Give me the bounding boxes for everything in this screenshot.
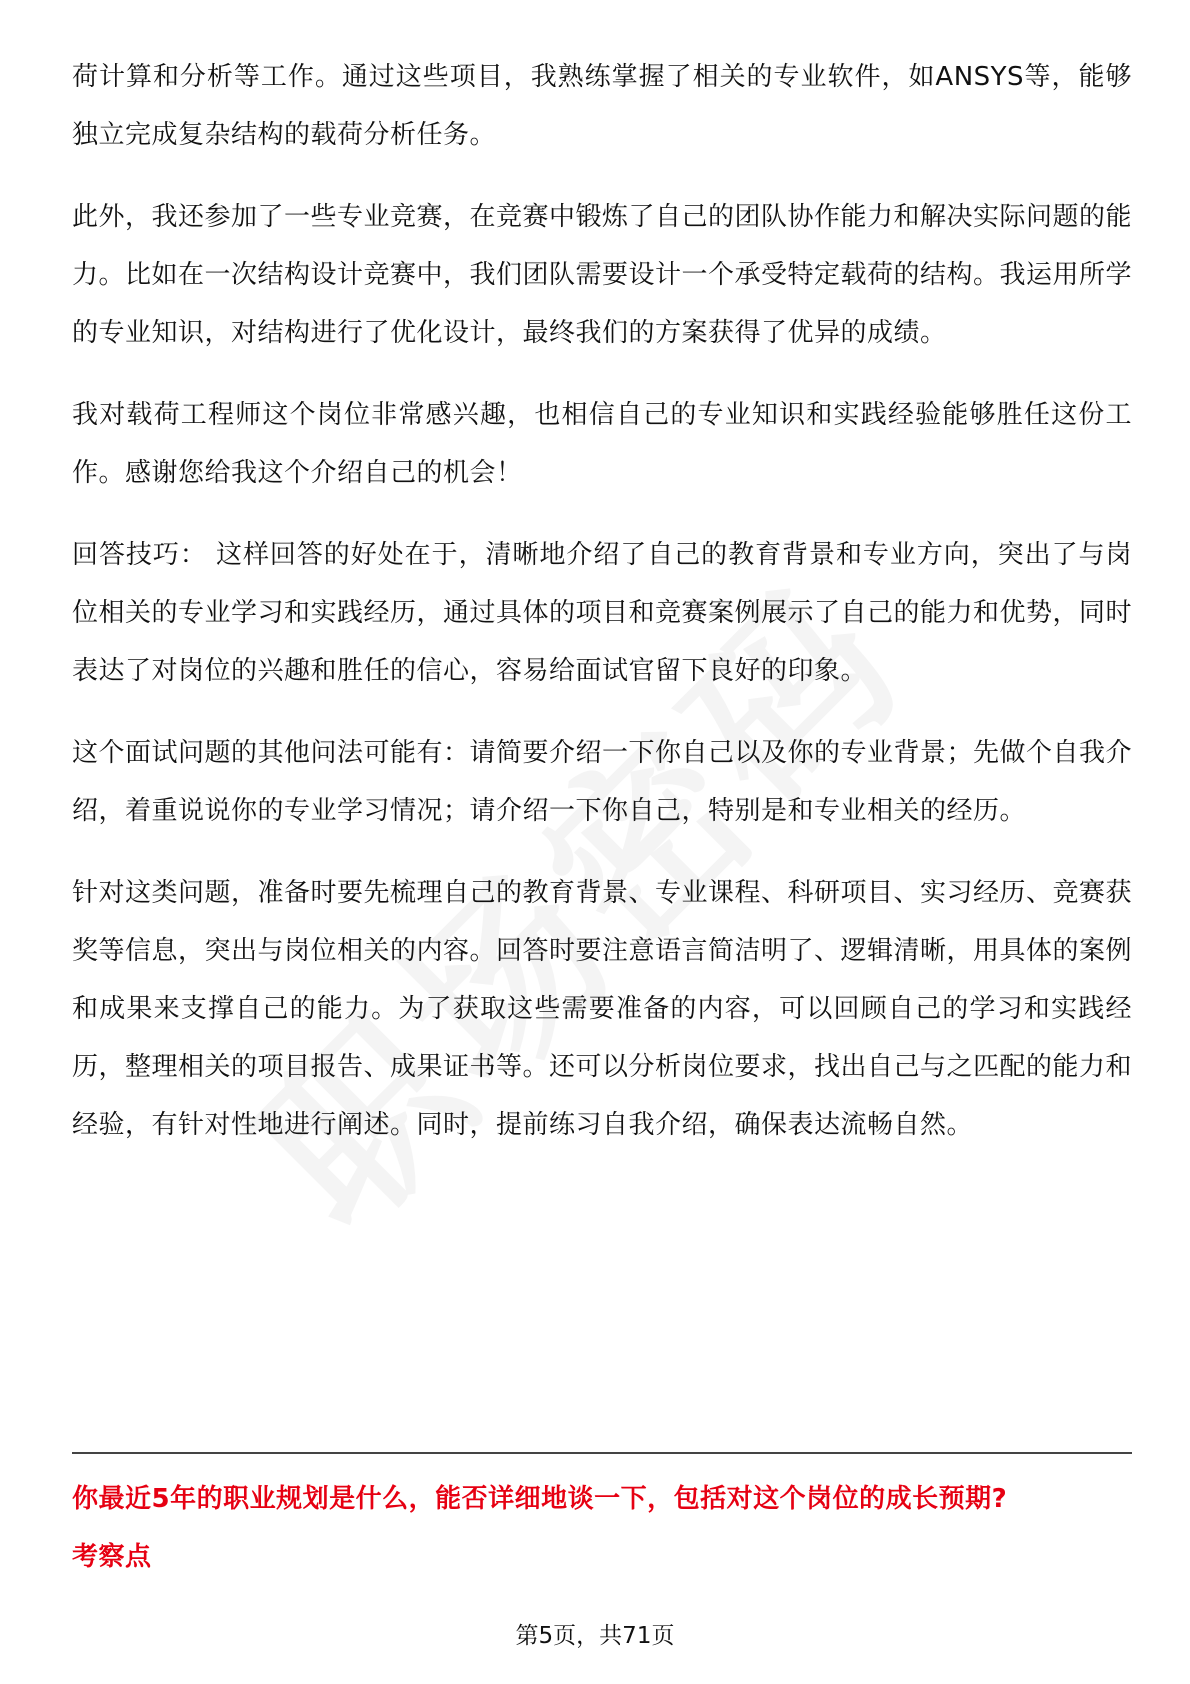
paragraph-closing-statement: 我对载荷工程师这个岗位非常感兴趣，也相信自己的专业知识和实践经验能够胜任这份工作。感谢您给我这个介绍自己的机会！ [72,400,1132,488]
paragraph-competition-experience: 此外，我还参加了一些专业竞赛，在竞赛中锻炼了自己的团队协作能力和解决实际问题的能力。比如在一次结构设计竞赛中，我们团队需要设计一个承受特定载荷的结构。我运用所学的专业知识，对结构进行了优化设计，最终我们的方案获得了优异的成绩。 [72,202,1133,348]
interview-question-heading: 你最近5年的职业规划是什么，能否详细地谈一下，包括对这个岗位的成长预期? [72,1484,1008,1514]
section-divider [72,1452,1132,1454]
assessment-points-heading: 考察点 [72,1542,152,1572]
page-number-footer: 第5页，共71页 [515,1623,675,1649]
paragraph-answer-tips: 回答技巧： 这样回答的好处在于，清晰地介绍了自己的教育背景和专业方向，突出了与岗位相关的专业学习和实践经历，通过具体的项目和竞赛案例展示了自己的能力和优势，同时表达了对岗位的兴趣和胜任的信心，容易给面试官留下良好的印象。 [72,540,1133,686]
paragraph-project-experience: 荷计算和分析等工作。通过这些项目，我熟练掌握了相关的专业软件，如ANSYS等，能够独立完成复杂结构的载荷分析任务。 [72,62,1132,150]
paragraph-preparation-advice: 针对这类问题，准备时要先梳理自己的教育背景、专业课程、科研项目、实习经历、竞赛获奖等信息，突出与岗位相关的内容。回答时要注意语言简洁明了、逻辑清晰，用具体的案例和成果来支撑自己的能力。为了获取这些需要准备的内容，可以回顾自己的学习和实践经历，整理相关的项目报告、成果证书等。还可以分析岗位要求，找出自己与之匹配的能力和经验，有针对性地进行阐述。同时，提前练习自我介绍，确保表达流畅自然。 [72,878,1133,1140]
body-content [72,48,1132,1178]
paragraph-alternative-questions: 这个面试问题的其他问法可能有：请简要介绍一下你自己以及你的专业背景；先做个自我介绍，着重说说你的专业学习情况；请介绍一下你自己，特别是和专业相关的经历。 [72,738,1133,826]
